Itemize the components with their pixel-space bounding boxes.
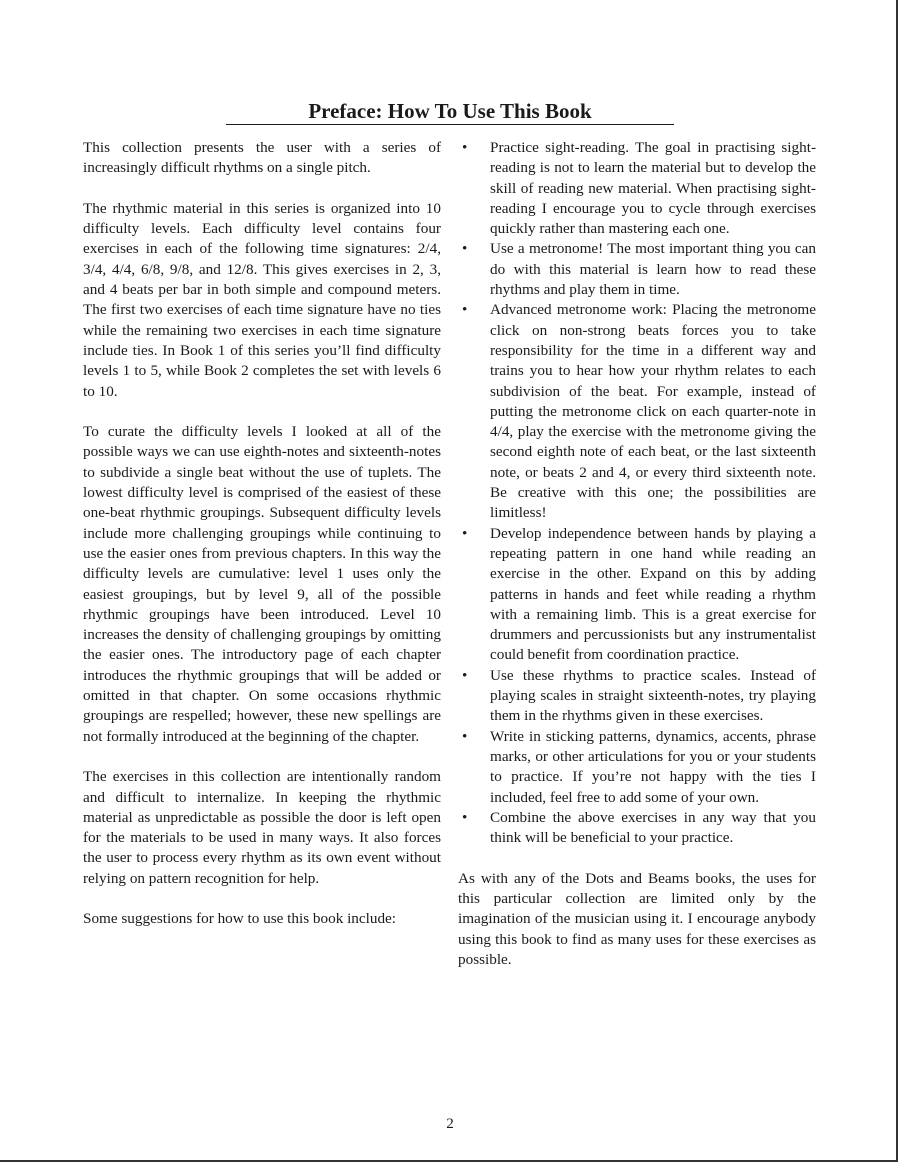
paragraph-difficulty-levels: To curate the difficulty levels I looked at all of the possible ways we can use eighth-notes and sixteenth-notes to subdivide a single beat without the use of tuplets. The lowest difficulty level is comprised of the easiest of these one-beat rhythmic groupings. Subsequent difficulty levels include more challenging groupings while continuing to use the easier ones from previous chapters. In this way the difficulty levels are cumulative: level 1 uses only the easiest groupings, but by level 9, all of the possible rhythmic groupings have been introduced. Level 10 increases the density of challenging groupings by omitting the easier ones. The introductory page of each chapter introduces the rhythmic groupings that will be added or omitted in that chapter. On some occasions rhythmic groupings are respelled; however, these new spellings are not formally introduced at the beginning of the chapter. xyxy=(83,423,441,745)
right-column xyxy=(458,138,816,990)
list-item: • Develop independence between hands by playing a repeating pattern in one hand while reading an exercise in the other. Expand on this by adding patterns in hands and feet while reading a rhythm with a remaining limb. This is a great exercise for drummers and percussionists but any instrumentalist could benefit from coordination practice. xyxy=(458,524,816,666)
page-title: Preface: How To Use This Book xyxy=(226,98,674,125)
paragraph-intro: This collection presents the user with a series of increasingly difficult rhythms on a single pitch. xyxy=(83,139,441,177)
page-number: 2 xyxy=(446,1115,454,1132)
list-item: • Write in sticking patterns, dynamics, accents, phrase marks, or other articulations for you or your students to practice. If you’re not happy with the ties I included, feel free to add some of your own. xyxy=(458,727,816,808)
suggestions-list xyxy=(458,138,816,848)
paragraph-organization: The rhythmic material in this series is organized into 10 difficulty levels. Each difficulty level contains four exercises in each of the following time signatures: 2/4, 3/4, 4/4, 6/8, 9/8, and 12/8. This gives exercises in 2, 3, and 4 beats per bar in both simple and compound meters. The first two exercises of each time signature have no ties while the remaining two exercises in each time signature include ties. In Book 1 of this series you’ll find difficulty levels 1 to 5, while Book 2 completes the set with levels 6 to 10. xyxy=(83,199,441,400)
left-column xyxy=(83,138,441,950)
list-item: • Use these rhythms to practice scales. Instead of playing scales in straight sixteenth-notes, try playing them in the rhythms given in these exercises. xyxy=(458,666,816,727)
paragraph-closing: As with any of the Dots and Beams books, the uses for this particular collection are limited only by the imagination of the musician using it. I encourage anybody using this book to find as many uses for these exercises as possible. xyxy=(458,869,816,968)
paragraph-suggestions-intro: Some suggestions for how to use this book include: xyxy=(83,910,397,928)
list-item: • Use a metronome! The most important thing you can do with this material is learn how to read these rhythms and play them in time. xyxy=(458,239,816,300)
paragraph-randomness: The exercises in this collection are intentionally random and difficult to internalize. In keeping the rhythmic material as unpredictable as possible the door is left open for the materials to be used in many ways. It also forces the user to process every rhythm as its own event without relying on pattern recognition for help. xyxy=(83,768,441,887)
list-item: • Combine the above exercises in any way that you think will be beneficial to your practice. xyxy=(458,808,816,849)
list-item: • Advanced metronome work: Placing the metronome click on non-strong beats forces you to take responsibility for the time in a different way and trains you to hear how your rhythm relates to each subdivision of the beat. For example, instead of putting the metronome click on each quarter-note in 4/4, play the exercise with the metronome giving the second eighth note of each beat, or the last sixteenth note, or beats 2 and 4, or every third sixteenth note. Be creative with this one; the possibilities are limitless! xyxy=(458,300,816,523)
list-item: • Practice sight-reading. The goal in practising sight-reading is not to learn the material but to develop the skill of reading new material. When practising sight-reading I encourage you to cycle through exercises quickly rather than mastering each one. xyxy=(458,138,816,239)
